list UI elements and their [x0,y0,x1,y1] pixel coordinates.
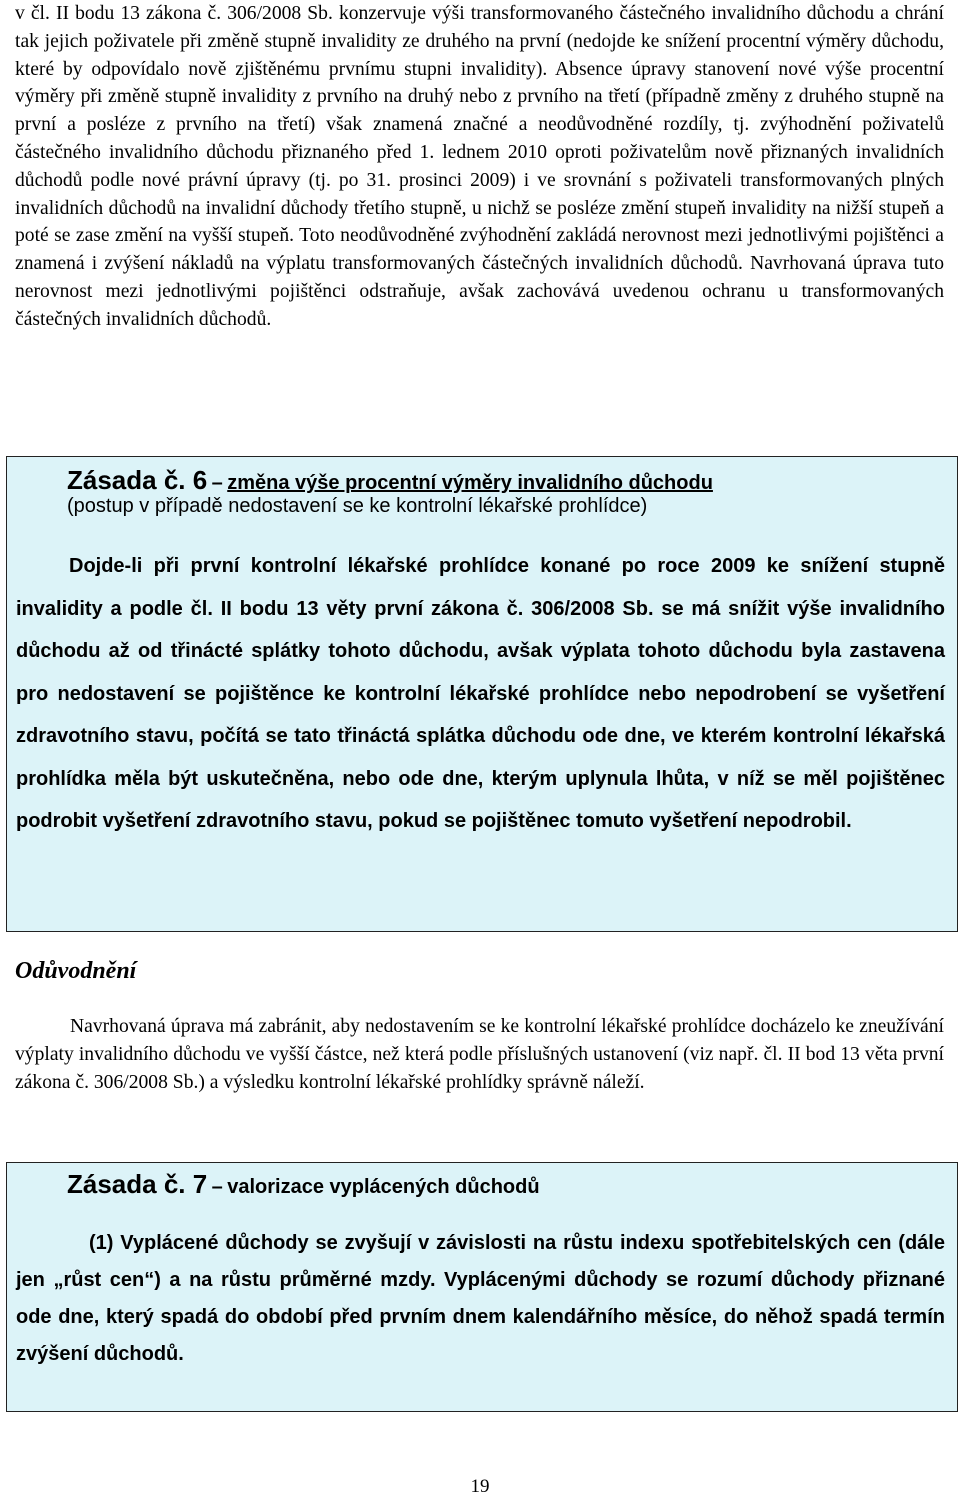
intro-text: v čl. II bodu 13 zákona č. 306/2008 Sb. konzervuje výši transformovaného částečného invalidního důchodu a chrání tak jejich poživatele při změně stupně invalidity ze druhého na první (nedojde ke snížení procentní výměry důchodu, které by odpovídalo nově zjištěnému prvnímu stupni invalidity). Absence úpravy stanovení nové výše procentní výměry při změně stupně invalidity z prvního na druhý nebo z prvního na třetí (případně změny z druhého stupně na první a posléze z prvního na třetí) však znamená značné a neodůvodněné rozdíly, tj. zvýhodnění poživatelů částečného invalidního důchodu přiznaného před 1. lednem 2010 oproti poživatelům nově přiznaných invalidních důchodů podle nové právní úpravy (tj. po 31. prosinci 2009) i ve srovnání s poživateli transformovaných plných invalidních důchodů na invalidní důchody třetího stupně, u nichž se posléze změní stupeň invalidity na nižší stupeň a poté se zase změní na vyšší stupeň. Toto neodůvodněné zvýhodnění zakládá nerovnost mezi jednotlivými pojištěnci a znamená i zvýšení nákladů na výplatu transformovaných částečných invalidních důchodů. Navrhovaná úprava tuto nerovnost mezi jednotlivými pojištěnci odstraňuje, avšak zachovává uvedenou ochranu u transformovaných částečných invalidních důchodů. [15,3,944,330]
principle-6-subject: změna výše procentní výměry invalidního důchodu [227,472,713,494]
principle-7-body [16,1225,945,1373]
principle-7-dash: – [211,1176,223,1198]
principle-7-subject: valorizace vyplácených důchodů [227,1176,540,1198]
principle-6-box [6,456,958,932]
justification-text: Navrhovaná úprava má zabránit, aby nedostavením se ke kontrolní lékařské prohlídce docházelo ke zneužívání výplaty invalidního důchodu ve vyšší částce, než která podle příslušných ustanovení (viz např. čl. II bod 13 věta první zákona č. 306/2008 Sb.) a výsledku kontrolní lékařské prohlídky správně náleží. [15,1016,944,1093]
principle-7-text: (1) Vyplácené důchody se zvyšují v závislosti na růstu indexu spotřebitelských cen (dále jen „růst cen“) a na růstu průměrné mzdy. Vyplácenými důchody se rozumí důchody přiznané ode dne, který spadá do období před prvním dnem kalendářního měsíce, do něhož spadá termín zvýšení důchodů. [16,1232,945,1365]
principle-6-title [67,465,713,496]
justification-paragraph [15,1013,944,1096]
principle-7-title [67,1169,540,1200]
principle-7-box [6,1162,958,1412]
page-number: 19 [470,1476,490,1497]
principle-6-body [16,545,945,843]
principle-6-label: Zásada č. 6 [67,465,208,495]
principle-6-note: (postup v případě nedostavení se ke kontrolní lékařské prohlídce) [67,495,648,517]
principle-7-label: Zásada č. 7 [67,1169,208,1199]
justification-heading: Odůvodnění [15,958,137,984]
principle-6-dash: – [211,472,223,494]
principle-6-text: Dojde-li při první kontrolní lékařské prohlídce konané po roce 2009 ke snížení stupně invalidity a podle čl. II bodu 13 věty první zákona č. 306/2008 Sb. se má snížit výše invalidního důchodu až od třinácté splátky tohoto důchodu, avšak výplata tohoto důchodu byla zastavena pro nedostavení se pojištěnce ke kontrolní lékařské prohlídce nebo nepodrobení se vyšetření zdravotního stavu, počítá se tato třináctá splátka důchodu ode dne, ve kterém kontrolní lékařská prohlídka měla být uskutečněna, nebo ode dne, kterým uplynula lhůta, v níž se měl pojištěnec podrobit vyšetření zdravotního stavu, pokud se pojištěnec tomuto vyšetření nepodrobil. [16,555,945,832]
intro-paragraph [15,0,944,334]
